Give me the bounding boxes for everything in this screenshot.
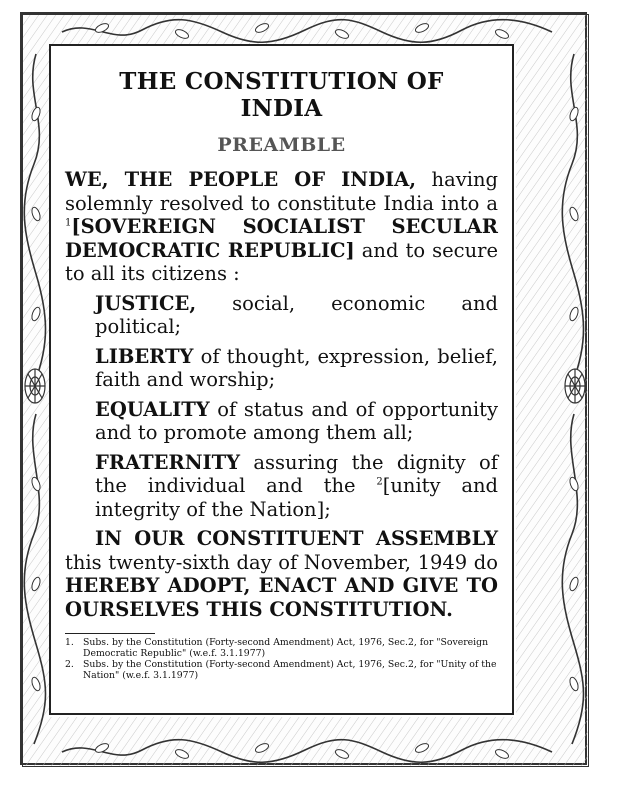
intro-paragraph (65, 168, 498, 286)
intro-lead: WE, THE PEOPLE OF INDIA, (65, 168, 417, 191)
footnote-number: 1. (65, 637, 74, 648)
republic-text: [SOVEREIGN SOCIALIST SECULAR DEMOCRATIC REPUBLIC] (65, 215, 498, 262)
page-title: THE CONSTITUTION OF INDIA (119, 68, 444, 122)
intro-text-1: having solemnly resolved to constitute India into a (65, 168, 498, 215)
footnote-item (65, 659, 498, 681)
ashoka-chakra-icon (565, 369, 585, 403)
clause-term: EQUALITY (95, 397, 210, 421)
page-subtitle: PREAMBLE (217, 134, 346, 156)
footnote-ref-1: 1 (65, 217, 72, 229)
preamble-panel (49, 44, 514, 715)
ashoka-chakra-icon (25, 369, 45, 403)
footnotes (65, 637, 498, 681)
clause-text: assuring the dignity of the individual and the (95, 450, 498, 497)
clause-liberty (95, 345, 498, 392)
clause-term: FRATERNITY (95, 450, 241, 474)
clause-justice (95, 292, 498, 339)
clause-text: of thought, expression, belief, faith and worship; (95, 344, 498, 391)
clause-text: social, economic and political; (95, 291, 498, 338)
intro-text-2: and to secure to all its citizens : (65, 238, 499, 285)
clause-fraternity (95, 451, 498, 522)
footnote-text: Subs. by the Constitution (Forty-second Amendment) Act, 1976, Sec.2, for "Sovereign Democratic Republic" (w.e.f. 3.1.1977) (83, 637, 489, 659)
clause-term: LIBERTY (95, 344, 194, 368)
closing-lead: IN OUR CONSTITUENT ASSEMBLY (95, 527, 498, 550)
footnote-divider (65, 633, 155, 634)
clause-text: [unity and integrity of the Nation]; (95, 474, 498, 521)
clause-text: of status and of opportunity and to promote among them all; (95, 397, 498, 444)
footnote-item (65, 637, 498, 659)
footnote-number: 2. (65, 659, 74, 670)
footnote-text: Subs. by the Constitution (Forty-second Amendment) Act, 1976, Sec.2, for "Unity of the Nation" (w.e.f. 3.1.1977) (83, 659, 497, 681)
adoption-text: HEREBY ADOPT, ENACT AND GIVE TO OURSELVES THIS CONSTITUTION. (65, 574, 498, 621)
closing-text: this twenty-sixth day of November, 1949 do (65, 550, 498, 574)
clause-equality (95, 398, 498, 445)
clause-term: JUSTICE, (95, 291, 197, 315)
footnote-ref-2: 2 (376, 476, 383, 488)
closing-paragraph (65, 527, 498, 621)
